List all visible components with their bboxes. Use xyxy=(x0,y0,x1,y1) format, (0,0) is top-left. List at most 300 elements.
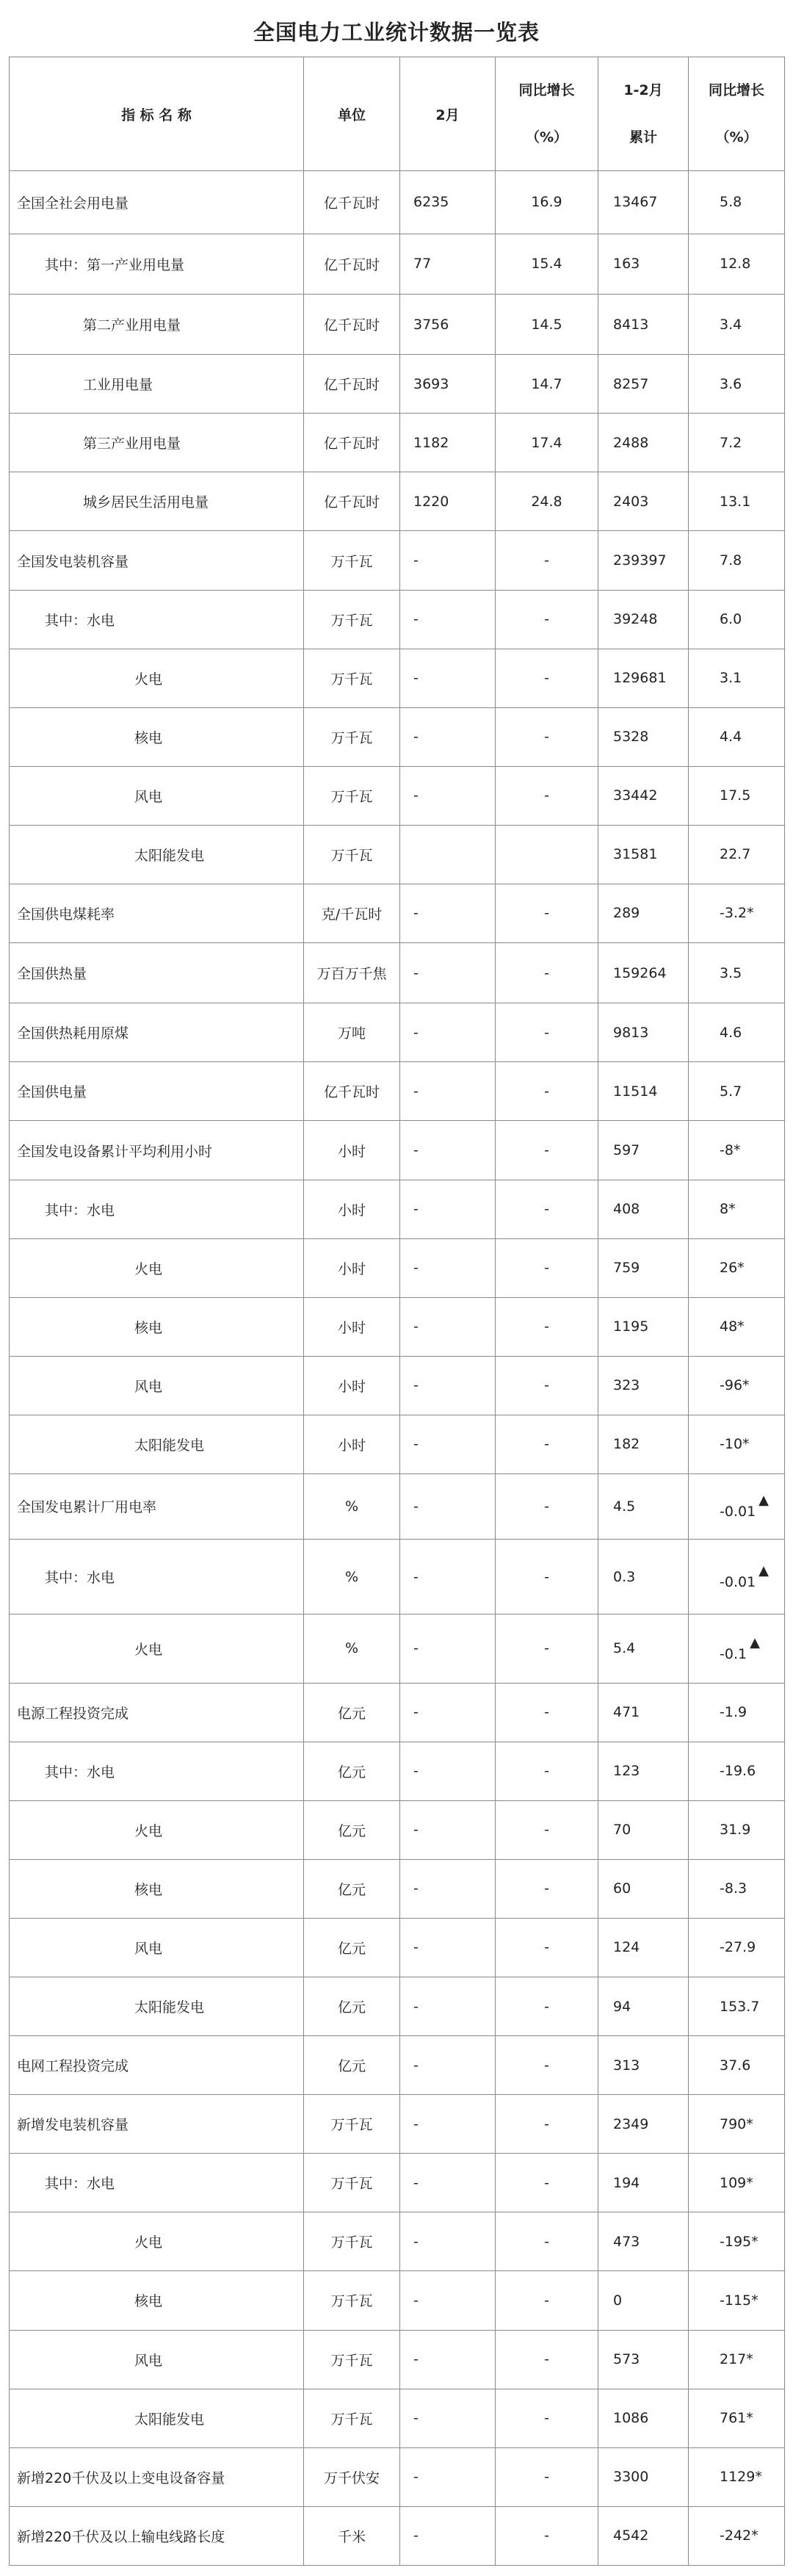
row-month-growth xyxy=(496,1683,598,1742)
row-ytd-value-text: 11514 xyxy=(613,1083,658,1100)
row-unit-text: 小时 xyxy=(337,1437,366,1454)
row-month-value xyxy=(400,1800,496,1859)
row-ytd-value-text: 471 xyxy=(613,1704,640,1721)
row-name xyxy=(10,1742,304,1800)
row-unit xyxy=(304,1297,400,1356)
row-ytd-value-text: 159264 xyxy=(613,964,667,981)
row-unit-text: 亿千瓦时 xyxy=(323,377,380,394)
row-name-text: 火电 xyxy=(134,2234,163,2251)
row-ytd-value-text: 94 xyxy=(613,1998,631,2015)
row-name xyxy=(10,234,304,294)
row-ytd-growth xyxy=(689,1918,785,1977)
row-month-value-text: - xyxy=(413,787,419,804)
row-unit-text: % xyxy=(344,1640,359,1657)
row-name xyxy=(10,2095,304,2154)
row-ytd-value xyxy=(598,1800,689,1859)
header-ytd-period: 1-2月 xyxy=(623,82,663,98)
table-row xyxy=(10,171,785,234)
row-month-growth xyxy=(496,294,598,354)
row-ytd-value-text: 163 xyxy=(613,256,640,273)
table-row xyxy=(10,943,785,1003)
row-name xyxy=(10,825,304,884)
row-month-value-text: - xyxy=(413,2057,419,2074)
row-ytd-value xyxy=(598,1003,689,1062)
row-name-text: 全国供热量 xyxy=(17,966,87,983)
row-ytd-growth xyxy=(689,1121,785,1180)
row-ytd-value-text: 194 xyxy=(613,2174,640,2191)
row-ytd-value xyxy=(598,2330,689,2389)
row-ytd-growth xyxy=(689,1003,785,1062)
table-row xyxy=(10,1062,785,1121)
row-ytd-value-text: 3300 xyxy=(613,2469,649,2486)
row-ytd-value-text: 13467 xyxy=(613,194,658,211)
row-ytd-growth-text: 217* xyxy=(720,2351,753,2368)
row-month-growth-text: 14.7 xyxy=(531,375,562,392)
row-ytd-growth xyxy=(689,294,785,354)
row-month-value xyxy=(400,531,496,590)
row-unit xyxy=(304,1473,400,1539)
row-ytd-growth xyxy=(689,355,785,414)
row-ytd-value xyxy=(598,1238,689,1297)
row-month-value-text: - xyxy=(413,1568,419,1585)
row-ytd-value xyxy=(598,1356,689,1415)
row-unit-text: 万千瓦 xyxy=(330,2411,373,2428)
row-ytd-growth xyxy=(689,2036,785,2095)
row-unit-text: 克/千瓦时 xyxy=(321,906,383,923)
table-row xyxy=(10,2212,785,2271)
row-ytd-value xyxy=(598,707,689,766)
row-ytd-growth xyxy=(689,1238,785,1297)
header-ytd-growth xyxy=(689,57,785,171)
row-name-text: 全国发电累计厂用电率 xyxy=(17,1499,157,1516)
row-ytd-value xyxy=(598,1415,689,1473)
row-month-growth-text: - xyxy=(544,1568,549,1585)
row-name-text: 城乡居民生活用电量 xyxy=(83,494,209,511)
row-unit xyxy=(304,1415,400,1473)
row-ytd-growth-text: -242* xyxy=(720,2528,758,2544)
row-unit xyxy=(304,1614,400,1683)
row-month-growth xyxy=(496,943,598,1003)
row-name-text: 工业用电量 xyxy=(83,377,153,394)
row-name xyxy=(10,472,304,531)
row-ytd-growth xyxy=(689,825,785,884)
row-unit-text: 小时 xyxy=(337,1202,366,1219)
row-unit xyxy=(304,531,400,590)
table-row xyxy=(10,2447,785,2506)
row-name xyxy=(10,884,304,942)
row-ytd-growth xyxy=(689,1062,785,1121)
row-month-value-text: - xyxy=(413,964,419,981)
row-ytd-growth-text: 26* xyxy=(720,1260,745,1277)
row-name xyxy=(10,707,304,766)
row-unit-text: 万吨 xyxy=(337,1025,366,1042)
row-month-value xyxy=(400,414,496,472)
row-ytd-growth xyxy=(689,1977,785,2036)
row-month-growth xyxy=(496,1297,598,1356)
row-month-growth-text: - xyxy=(544,1436,549,1453)
row-month-growth-text: 24.8 xyxy=(531,493,562,510)
row-month-value xyxy=(400,1003,496,1062)
row-ytd-value-text: 1086 xyxy=(613,2410,649,2427)
row-name-text: 火电 xyxy=(134,1260,163,1277)
row-unit xyxy=(304,1683,400,1742)
row-month-value-text: - xyxy=(413,1822,419,1839)
row-ytd-value xyxy=(598,766,689,825)
row-month-value xyxy=(400,649,496,707)
row-unit-text: 万千瓦 xyxy=(330,553,373,570)
row-ytd-value-text: 0 xyxy=(613,2292,623,2309)
row-ytd-value-text: 2403 xyxy=(613,493,649,510)
row-month-value xyxy=(400,1977,496,2036)
table-row xyxy=(10,2389,785,2447)
row-unit-text: 亿元 xyxy=(337,1940,366,1957)
row-unit xyxy=(304,590,400,649)
row-month-value-text: - xyxy=(413,1498,419,1515)
header-ytd-growth-unit: （%） xyxy=(715,129,758,145)
row-ytd-value-text: 323 xyxy=(613,1377,640,1394)
row-month-value xyxy=(400,2036,496,2095)
row-ytd-value xyxy=(598,1918,689,1977)
header-ytd xyxy=(598,57,689,171)
row-ytd-growth xyxy=(689,1683,785,1742)
row-unit-text: 亿元 xyxy=(337,1822,366,1839)
row-month-growth-text: - xyxy=(544,1260,549,1277)
row-ytd-value xyxy=(598,531,689,590)
row-ytd-value-text: 5.4 xyxy=(613,1640,636,1657)
row-ytd-growth-text: -115* xyxy=(720,2292,758,2309)
row-unit-text: 亿千瓦时 xyxy=(323,256,380,273)
table-row xyxy=(10,2095,785,2154)
row-name-text: 火电 xyxy=(134,671,163,688)
row-unit xyxy=(304,414,400,472)
row-name xyxy=(10,531,304,590)
row-month-growth-text: - xyxy=(544,1763,549,1780)
row-unit xyxy=(304,707,400,766)
table-row xyxy=(10,1003,785,1062)
row-unit xyxy=(304,766,400,825)
row-month-value-text: - xyxy=(413,2410,419,2427)
statistics-table xyxy=(9,57,785,2566)
row-ytd-value xyxy=(598,943,689,1003)
row-name xyxy=(10,649,304,707)
table-row xyxy=(10,472,785,531)
row-unit xyxy=(304,1918,400,1977)
row-unit-text: 万千瓦 xyxy=(330,612,373,629)
row-ytd-growth xyxy=(689,2154,785,2212)
row-month-growth-text: - xyxy=(544,729,549,746)
row-ytd-value-text: 408 xyxy=(613,1201,640,1218)
row-name xyxy=(10,2506,304,2565)
row-unit xyxy=(304,1356,400,1415)
row-name-text: 全国供热耗用原煤 xyxy=(17,1025,129,1042)
row-month-value-text: - xyxy=(413,1201,419,1218)
row-month-growth-text: - xyxy=(544,1704,549,1721)
row-ytd-growth-text: -96* xyxy=(720,1377,750,1394)
row-unit xyxy=(304,234,400,294)
row-ytd-value xyxy=(598,1473,689,1539)
row-unit xyxy=(304,884,400,942)
row-name-text: 核电 xyxy=(134,1881,163,1898)
table-row xyxy=(10,2036,785,2095)
page-title: 全国电力工业统计数据一览表 xyxy=(253,20,540,45)
row-month-value-text: - xyxy=(413,2174,419,2191)
row-ytd-value-text: 597 xyxy=(613,1142,640,1158)
row-month-growth-text: - xyxy=(544,1377,549,1394)
table-row xyxy=(10,2271,785,2330)
row-ytd-growth xyxy=(689,649,785,707)
row-name xyxy=(10,1918,304,1977)
row-name xyxy=(10,1297,304,1356)
row-unit-text: 万千瓦 xyxy=(330,729,373,746)
row-month-growth-text: - xyxy=(544,670,549,687)
row-unit xyxy=(304,355,400,414)
row-ytd-value-text: 9813 xyxy=(613,1024,649,1041)
row-ytd-value xyxy=(598,590,689,649)
row-ytd-growth-text: 22.7 xyxy=(720,846,751,863)
row-name xyxy=(10,1859,304,1918)
row-name-text: 其中：水电 xyxy=(45,1570,115,1587)
row-unit-text: 万千瓦 xyxy=(330,2293,373,2310)
row-ytd-growth xyxy=(689,1614,785,1683)
row-unit xyxy=(304,171,400,234)
row-month-value-text: - xyxy=(413,1142,419,1158)
row-ytd-growth-text: 5.8 xyxy=(720,194,742,211)
row-month-growth-text: - xyxy=(544,1939,549,1956)
table-row xyxy=(10,1238,785,1297)
row-name-text: 风电 xyxy=(134,1378,163,1395)
row-ytd-value xyxy=(598,1614,689,1683)
row-month-growth-text: - xyxy=(544,552,549,569)
row-month-value xyxy=(400,2389,496,2447)
row-month-growth-text: - xyxy=(544,611,549,628)
table-row xyxy=(10,1121,785,1180)
row-month-value xyxy=(400,472,496,531)
row-month-growth-text: 17.4 xyxy=(531,434,562,451)
row-month-growth xyxy=(496,2389,598,2447)
row-unit-text: 千米 xyxy=(337,2528,366,2545)
row-name-text: 全国供电煤耗率 xyxy=(17,906,115,923)
row-month-growth-text: - xyxy=(544,2410,549,2427)
row-name xyxy=(10,2389,304,2447)
row-name-text: 其中：水电 xyxy=(45,1202,115,1219)
row-month-growth xyxy=(496,1121,598,1180)
row-month-growth-text: 15.4 xyxy=(531,256,562,273)
row-ytd-growth-text: 31.9 xyxy=(720,1822,751,1839)
row-unit-text: % xyxy=(344,1498,359,1515)
row-month-value xyxy=(400,707,496,766)
row-unit-text: 万百万千焦 xyxy=(316,966,387,983)
header-indicator-name: 指 标 名 称 xyxy=(10,57,304,171)
row-ytd-value-text: 0.3 xyxy=(613,1568,636,1585)
row-name xyxy=(10,1238,304,1297)
row-ytd-growth xyxy=(689,171,785,234)
row-unit-text: 亿千瓦时 xyxy=(323,494,380,511)
row-ytd-growth xyxy=(689,766,785,825)
row-ytd-value xyxy=(598,234,689,294)
row-month-value-text: - xyxy=(413,1083,419,1100)
row-ytd-growth-text: 1129* xyxy=(720,2469,762,2486)
row-month-value-text: - xyxy=(413,611,419,628)
row-ytd-value xyxy=(598,1742,689,1800)
row-unit xyxy=(304,2506,400,2565)
row-ytd-value xyxy=(598,414,689,472)
triangle-marker-icon: ▲ xyxy=(758,1563,770,1579)
row-ytd-growth xyxy=(689,2095,785,2154)
row-name-text: 火电 xyxy=(134,1822,163,1839)
row-month-value xyxy=(400,1683,496,1742)
table-row xyxy=(10,414,785,472)
row-name-text: 其中：水电 xyxy=(45,612,115,629)
row-ytd-value-text: 70 xyxy=(613,1822,631,1839)
row-month-value-text: - xyxy=(413,1763,419,1780)
table-row xyxy=(10,2506,785,2565)
row-month-value xyxy=(400,1297,496,1356)
row-month-growth xyxy=(496,766,598,825)
row-name xyxy=(10,1473,304,1539)
row-month-growth-text: - xyxy=(544,1201,549,1218)
row-unit xyxy=(304,1238,400,1297)
row-month-growth xyxy=(496,414,598,472)
row-ytd-value-text: 60 xyxy=(613,1880,631,1897)
row-name xyxy=(10,1003,304,1062)
row-name xyxy=(10,1121,304,1180)
row-month-value-text: - xyxy=(413,729,419,746)
row-ytd-growth-text: 13.1 xyxy=(720,493,751,510)
row-unit xyxy=(304,1180,400,1238)
table-row xyxy=(10,2154,785,2212)
row-name-text: 新增发电装机容量 xyxy=(17,2117,129,2134)
row-month-value-text: 3756 xyxy=(413,316,449,333)
row-ytd-growth-text: 3.5 xyxy=(720,964,742,981)
row-ytd-value xyxy=(598,1297,689,1356)
row-month-value xyxy=(400,2447,496,2506)
table-row xyxy=(10,1977,785,2036)
row-month-growth xyxy=(496,1918,598,1977)
row-unit xyxy=(304,1800,400,1859)
row-ytd-growth xyxy=(689,2447,785,2506)
table-row xyxy=(10,1539,785,1614)
row-month-growth-text: - xyxy=(544,1640,549,1657)
row-month-value-text: - xyxy=(413,2469,419,2486)
row-ytd-value-text: 313 xyxy=(613,2057,640,2074)
row-month-value xyxy=(400,2212,496,2271)
row-name xyxy=(10,2271,304,2330)
row-month-value-text: 6235 xyxy=(413,194,449,211)
table-row xyxy=(10,1859,785,1918)
row-month-growth-text: - xyxy=(544,964,549,981)
row-name-text: 风电 xyxy=(134,1940,163,1957)
row-ytd-growth-text: -8* xyxy=(720,1142,741,1158)
row-month-growth xyxy=(496,171,598,234)
row-ytd-value xyxy=(598,1121,689,1180)
row-ytd-value xyxy=(598,1180,689,1238)
header-month: 2月 xyxy=(400,57,496,171)
row-ytd-growth-text: 6.0 xyxy=(720,611,742,628)
row-ytd-growth xyxy=(689,2212,785,2271)
row-ytd-value xyxy=(598,2271,689,2330)
row-name-text: 核电 xyxy=(134,1319,163,1336)
row-name xyxy=(10,1415,304,1473)
row-ytd-growth-text: 7.8 xyxy=(720,552,742,569)
row-month-growth xyxy=(496,825,598,884)
header-month-growth xyxy=(496,57,598,171)
row-month-value xyxy=(400,1062,496,1121)
row-unit xyxy=(304,2447,400,2506)
row-month-value xyxy=(400,1121,496,1180)
row-ytd-value xyxy=(598,2095,689,2154)
row-month-value-text: - xyxy=(413,2233,419,2250)
row-ytd-growth-text: -0.01 xyxy=(720,1504,756,1520)
row-unit xyxy=(304,294,400,354)
row-ytd-value-text: 4.5 xyxy=(613,1498,636,1515)
row-name-text: 太阳能发电 xyxy=(134,1999,205,2016)
row-ytd-growth xyxy=(689,943,785,1003)
row-name xyxy=(10,355,304,414)
row-ytd-growth xyxy=(689,2330,785,2389)
row-unit-text: 亿千瓦时 xyxy=(323,436,380,452)
row-month-value xyxy=(400,1238,496,1297)
row-month-growth-text: - xyxy=(544,2057,549,2074)
triangle-marker-icon: ▲ xyxy=(758,1493,770,1509)
row-name-text: 全国发电设备累计平均利用小时 xyxy=(17,1143,213,1160)
row-unit xyxy=(304,1539,400,1614)
row-name-text: 风电 xyxy=(134,2352,163,2369)
row-unit xyxy=(304,1121,400,1180)
row-ytd-value xyxy=(598,2389,689,2447)
row-month-growth xyxy=(496,649,598,707)
row-unit-text: 万千伏安 xyxy=(323,2469,380,2486)
row-name-text: 火电 xyxy=(134,1641,163,1658)
row-month-value-text: - xyxy=(413,1998,419,2015)
row-ytd-growth xyxy=(689,1356,785,1415)
row-unit-text: 小时 xyxy=(337,1143,366,1160)
row-month-growth xyxy=(496,707,598,766)
row-unit-text: 亿千瓦时 xyxy=(323,1084,380,1101)
row-ytd-value xyxy=(598,2506,689,2565)
row-unit-text: 亿千瓦时 xyxy=(323,195,380,212)
row-unit-text: 亿元 xyxy=(337,1705,366,1722)
table-row xyxy=(10,766,785,825)
row-ytd-value-text: 1195 xyxy=(613,1318,649,1335)
row-month-value-text: - xyxy=(413,1704,419,1721)
row-name-text: 电源工程投资完成 xyxy=(17,1705,129,1722)
row-ytd-growth-text: -195* xyxy=(720,2233,758,2250)
row-unit-text: 万千瓦 xyxy=(330,788,373,805)
header-ytd-growth-label: 同比增长 xyxy=(708,82,764,98)
row-unit-text: 小时 xyxy=(337,1378,366,1395)
row-name-text: 第三产业用电量 xyxy=(83,436,181,452)
row-month-growth-text: - xyxy=(544,2292,549,2309)
row-month-growth xyxy=(496,1062,598,1121)
row-ytd-value xyxy=(598,472,689,531)
row-ytd-growth xyxy=(689,2271,785,2330)
header-month-growth-label: 同比增长 xyxy=(518,82,575,98)
row-ytd-growth-text: 4.4 xyxy=(720,729,742,746)
row-month-value-text: 77 xyxy=(413,256,432,273)
row-unit xyxy=(304,472,400,531)
row-unit-text: 万千瓦 xyxy=(330,847,373,864)
row-month-value xyxy=(400,590,496,649)
row-unit xyxy=(304,2212,400,2271)
row-unit-text: 亿元 xyxy=(337,1881,366,1898)
row-ytd-growth-text: 3.4 xyxy=(720,316,742,333)
row-ytd-growth-text: -10* xyxy=(720,1436,750,1453)
row-ytd-growth xyxy=(689,414,785,472)
row-ytd-value-text: 759 xyxy=(613,1260,640,1277)
row-month-growth xyxy=(496,1356,598,1415)
row-month-value-text: - xyxy=(413,1640,419,1657)
row-month-growth-text: - xyxy=(544,2233,549,2250)
